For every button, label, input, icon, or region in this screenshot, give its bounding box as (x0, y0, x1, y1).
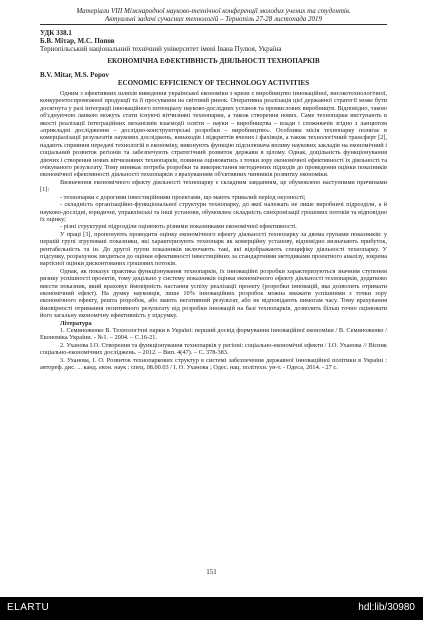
conference-header-line1: Матеріали VIII Міжнародної науково-технічної конференції молодих учених та студентів. (76, 7, 351, 15)
title-ua: ЕКОНОМІЧНА ЕФЕКТИВНІСТЬ ДІЯЛЬНОСТІ ТЕХНОПАРКІВ (107, 57, 320, 65)
body-paragraph: Однак, як показує практика функціонування технопарків, їх інноваційні розробки характеризуються значним ступенем ризику успішності проектів, тому доцільно у систему показників оцінки економічного ефекту діяльності технопарків, додатково ввести показник, який враховує ймовірність настання успіху реалізації проекту (розробки інновацій, яка дозволить отримати економічний ефект). На думку науковців, лише 10% інноваційних розробок можна вважати успішними з точки зору економічного ефекту, решта розробок, або мають негативний результат, або не відповідають вимогам часу. Тому врахування ймовірності отримання позитивного результату від розробки інновацій на базі технопарків, дозволить більш точно оцінювати його загальну економічну ефективність у підсумку. (40, 267, 387, 320)
literature-title: Література (60, 319, 92, 327)
page-number: 151 (206, 568, 217, 576)
conference-header-line2: Актуальні задачі сучасних технологій – Тернопіль 27-28 листопада 2019 (104, 15, 323, 23)
authors-ua: Б.В. Мітар, М.С. Попов (40, 37, 115, 45)
body-paragraph: Визначення економічного ефекту діяльності технопарку є складним завданням, це обумовлено наступними причинами [1]: (40, 178, 387, 194)
affiliation: Тернопільський національний технічний університет імені Івана Пулюя, Україна (40, 45, 282, 53)
page-content (40, 7, 387, 371)
conference-header (40, 7, 387, 23)
body-paragraph: Одним з ефективних шляхів виведення української економіки з кризи є виробництво інноваційної, високотехнологічної, конкурентоспроможної продукції та її просування на світовий ринок. Оперативна реалізація цієї державної стратегії може бути досягнута у разі інтеграції інноваційного потенціалу науково-дослідних установ та промислових виробництв. Відповідно, такою об'єднуючою ланкою можуть стати існуючі вітчизняні технопарки, а також створення нових. Саме технопарки виступають в якості реалізації інтеграційних механізмів взаємодії освіти – науки – виробництва – влади і споживачів згідно з ланцюгом «прикладні дослідження – дослідно-конструкторські розробки – виробництво». Особлива місія технопарку полягає в комерціалізації результатів наукових досліджень, винаходів і відкриттів вчених і фахівців, а також технологічний трансферт [2], надають сприяння передачі технологій в економіку, виконують функцію підсилювача впливу наукових закладів на економічний і соціальний розвиток регіонів та забезпечують стратегічний розвиток держави в цілому. Однак, доцільність функціонування діючих і створення нових вітчизняних технопарків, повинна оцінюватись з точки зору економічної ефективності їх діяльності та очікуваного результату. Тому виникає потреба розробки та використання методичних підходів до проведення оцінки показників економічної ефективності діяльності технопарків з врахуванням об'єктивних чинників розвитку економіки. (40, 90, 387, 179)
list-item: - різні структурні підрозділи оцінюють різними показниками економічної ефективності. (60, 223, 297, 231)
list-item: - технопарки є дорогими інвестиційними проектами, що мають тривалий період окупності; (60, 193, 306, 201)
reference-item: 1. Семиноженко В. Технологічні парки в Україні: перший досвід формування інноваційної економіки / В. Семиноженко / Економіка України. - №1. – 2004. – С.16-21. (40, 327, 387, 342)
body-paragraph: У праці [3], пропонують проводити оцінку економічного ефекту діяльності технопарку за двома групами показників: у першій групі згруповані показники, які характеризують технопарк як комерційну установу, відповідно визначають прибуток, рентабельність та ін. До другої групи показників включають такі, які відображають специфіку діяльності технопарку. У підсумку, розрахунок зводиться до оцінки ефективності інвестиційних за стандартними методиками проектного аналізу, зокрема вартісної оцінки дисконтованих грошових потоків. (40, 230, 387, 268)
handle-id: hdl:lib/30980 (358, 602, 415, 613)
reference-item: 2. Уханова І.О. Створення та функціонування технопарків у регіоні: соціально-економічні ефекти / І.О. Уханова // Вісник соціально-економічних досліджень. – 2012. – Вип. 4(47). – С. 378-383. (40, 341, 387, 357)
authors-en: B.V. Mitar, M.S. Popov (40, 71, 109, 79)
udk-code: УДК 338.1 (40, 29, 72, 37)
reference-item: 3. Уханова, І. О. Розвиток технопаркових структур в системі забезпечення державної інноваційної політики в Україні : автореф. дис. ... канд. екон. наук : спец. 08.00.03 / І. О. Уханова ; Одес. нац. політехн. ун-т. - Одеса, 2014. - 27 с. (40, 356, 387, 372)
title-en: ECONOMIC EFFICIENCY OF TECHNOLOGY ACTIVITIES (117, 79, 310, 87)
list-item: - складність організаційно-функціональної структури технопарку, до якої належать не лише виробничі підрозділи, а й науково-дослідні, юридичні, управлінські та інші установи, обумовлює складність синхронізації грошових потоків та відповідно їх оцінку; (40, 201, 387, 223)
header-divider (40, 24, 387, 25)
repository-footer-bar (0, 597, 423, 620)
repository-name: ELARTU (7, 602, 50, 613)
